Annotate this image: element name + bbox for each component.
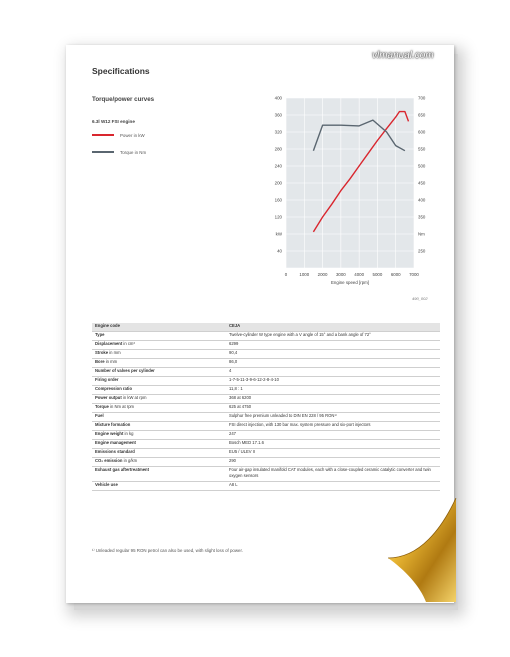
spec-unit: in Nm at rpm [108,404,135,409]
x-tick-label: 6000 [390,272,401,277]
spec-key: Number of valves per cylinder [92,368,226,377]
y-right-tick-label: 650 [418,112,426,118]
spec-key: Power output in kW at rpm [92,395,226,404]
spec-unit: in kg [123,431,134,436]
spec-value: 1-7-5-11-3-9-6-12-2-8-4-10 [226,377,440,386]
x-tick-label: 1000 [299,272,310,277]
spec-value: 368 at 6200 [226,395,440,404]
spec-table [92,323,440,491]
x-tick-label: 4000 [354,272,365,277]
y-left-tick-label: 200 [274,180,282,186]
y-right-tick-label: 700 [418,95,426,101]
spec-key: Engine weight in kg [92,431,226,440]
spec-key: Bore in mm [92,359,226,368]
spec-row [92,359,440,368]
spec-row [92,341,440,350]
spec-key: Exhaust gas aftertreatment [92,467,226,482]
spec-key: Firing order [92,377,226,386]
spec-value: 247 [226,431,440,440]
y-right-tick-label: 250 [418,248,426,254]
spec-header-row [92,323,440,332]
y-right-tick-label: 450 [418,180,426,186]
spec-value: EU5 / ULEV II [226,449,440,458]
y-right-tick-label: 350 [418,214,426,220]
spec-row [92,422,440,431]
y-right-tick-label: 600 [418,129,426,135]
spec-value: Twelve-cylinder W type engine with a V angle of 15° and a bank angle of 72° [226,332,440,341]
spec-unit: in mm [104,359,118,364]
spec-unit: in g/km [122,458,138,463]
spec-row [92,350,440,359]
spec-row [92,332,440,341]
section-title: Torque/power curves [92,96,155,103]
spec-key: Mixture formation [92,422,226,431]
y-left-tick-label: 360 [274,112,282,118]
spec-value: FSI direct injection, with 130 bar max. system pressure and six-port injectors [226,422,440,431]
x-tick-label: 5000 [372,272,383,277]
page-curl-graphic [380,498,458,602]
power-legend-label: Power in kW [120,132,145,138]
spec-unit: in kW at rpm [121,395,147,400]
spec-value: 90,4 [226,350,440,359]
spec-row [92,377,440,386]
spec-row [92,431,440,440]
y-left-tick-label: 400 [274,95,282,101]
footnote: ¹⁾ Unleaded regular 95 RON petrol can also be used, with slight loss of power. [92,548,243,553]
y-right-tick-label: 550 [418,146,426,152]
spec-key: Emissions standard [92,449,226,458]
spec-key: Fuel [92,413,226,422]
x-tick-label: 3000 [335,272,346,277]
y-left-tick-label: 280 [274,146,282,152]
spec-key: Stroke in mm [92,350,226,359]
spec-key: CO₂ emission in g/km [92,458,226,467]
spec-unit: in cm³ [122,341,135,346]
spec-row [92,395,440,404]
y-right-tick-label: 500 [418,163,426,169]
spec-key: Engine management [92,440,226,449]
spec-value: 625 at 4750 [226,404,440,413]
spec-value: 6299 [226,341,440,350]
spec-value: A8 L [226,482,440,491]
spec-header-value: CEJA [226,323,440,332]
legend-item-torque [92,148,146,156]
x-tick-label: 2000 [317,272,328,277]
spec-value: 86,0 [226,359,440,368]
spec-row [92,368,440,377]
y-left-tick-label: 320 [274,129,282,135]
spec-key: Displacement in cm³ [92,341,226,350]
spec-value: 11,8 : 1 [226,386,440,395]
spec-key: Torque in Nm at rpm [92,404,226,413]
torque-legend-label: Torque in Nm [120,149,147,155]
torque-power-chart [260,92,442,292]
spec-key: Type [92,332,226,341]
spec-value: Bosch MED 17.1.6 [226,440,440,449]
spec-row [92,404,440,413]
spec-row [92,458,440,467]
spec-value: Sulphur free premium unleaded to DIN EN 228 / 95 RON¹⁾ [226,413,440,422]
power-legend-swatch [92,134,114,136]
spec-row [92,440,440,449]
watermark-text: vlmanual.com [372,50,434,61]
y-right-tick-label: Nm [418,231,425,237]
spec-row [92,467,440,482]
x-tick-label: 0 [284,272,288,277]
spec-key: Vehicle use [92,482,226,491]
page-title: Specifications [92,66,150,76]
spec-value: 290 [226,458,440,467]
x-tick-label: 7000 [409,272,419,277]
y-left-tick-label: 40 [277,248,282,254]
engine-name: 6.3l W12 FSI engine [92,119,135,124]
spec-value: Four air-gap insulated manifold CAT modules, each with a close-coupled ceramic catalytic converter and twin oxygen sensors [226,467,440,482]
spec-key: Compression ratio [92,386,226,395]
y-left-tick-label: 160 [274,197,282,203]
spec-unit: in mm [108,350,121,355]
spec-header-key: Engine code [92,323,226,332]
y-left-tick-label: 120 [274,214,282,220]
spec-row [92,413,440,422]
x-axis-label: Engine speed [rpm] [330,280,370,285]
y-left-tick-label: 240 [274,163,282,169]
figure-number: 490_002 [412,296,428,301]
torque-legend-swatch [92,151,114,153]
spec-row [92,449,440,458]
legend-item-power [92,131,145,139]
spec-row [92,386,440,395]
spec-value: 4 [226,368,440,377]
y-left-tick-label: kW [275,231,282,237]
spec-row [92,482,440,491]
y-right-tick-label: 400 [418,197,426,203]
